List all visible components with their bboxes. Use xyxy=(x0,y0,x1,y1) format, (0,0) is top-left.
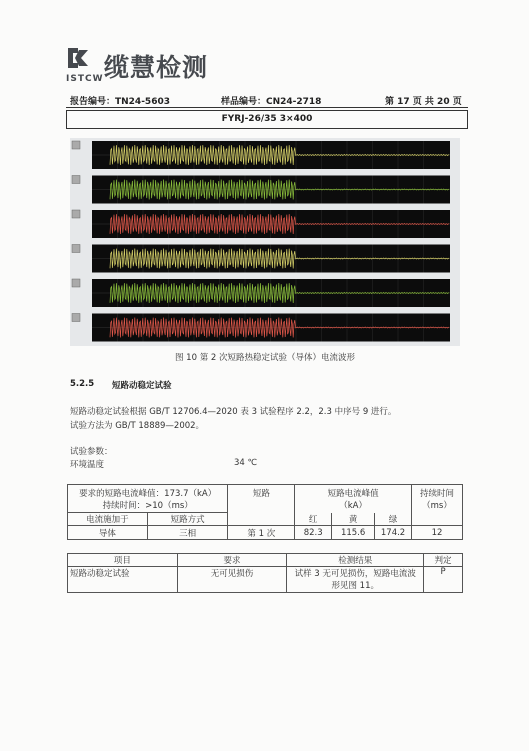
current-waveform-figure xyxy=(70,138,460,346)
green-header: 绿 xyxy=(375,513,412,526)
channel-marker xyxy=(72,210,80,218)
sample-number: 样品编号：CN24-2718 xyxy=(221,97,322,107)
duration-header-cell xyxy=(412,485,463,526)
paragraph-method: 试验方法为 GB/T 18889—2002。 xyxy=(70,421,205,431)
duration-unit: （ms） xyxy=(422,501,452,511)
channel-marker xyxy=(72,141,80,149)
peak-header: 短路电流峰值 xyxy=(327,488,379,499)
section-number: 5.2.5 xyxy=(70,379,95,389)
result-value-cell xyxy=(287,567,424,593)
result-header: 检测结果 xyxy=(287,554,424,567)
company-abbr: ISTCW xyxy=(66,74,104,84)
required-values-cell xyxy=(68,485,228,513)
company-name: 缆慧检测 xyxy=(104,53,209,82)
item-header: 项目 xyxy=(68,554,178,567)
channel-marker xyxy=(72,314,80,322)
model-title: FYRJ-26/35 3×400 xyxy=(66,110,468,129)
requirement-value: 无可见损伤 xyxy=(177,567,287,593)
figure-caption: 图 10 第 2 次短路热稳定试验（导体）电流波形 xyxy=(174,353,356,363)
peak-unit: （kA） xyxy=(339,500,367,511)
item-value: 短路动稳定试验 xyxy=(68,567,178,593)
green-peak-value: 174.2 xyxy=(375,526,412,540)
header-divider xyxy=(66,107,468,108)
table-row xyxy=(68,567,463,593)
paragraph-standard: 短路动稳定试验根据 GB/T 12706.4—2020 表 3 试验程序 2.2，2.3 中序号 9 进行。 xyxy=(70,407,397,417)
duration-header: 持续时间 xyxy=(420,489,455,499)
result-table xyxy=(67,553,463,593)
red-header: 红 xyxy=(295,513,332,526)
yellow-header: 黄 xyxy=(332,513,375,526)
params-label: 试验参数： xyxy=(70,447,113,457)
ambient-temp-value: 34 ℃ xyxy=(234,458,258,468)
company-logo-icon xyxy=(66,46,90,70)
requirement-header: 要求 xyxy=(177,554,287,567)
duration-value: 12 xyxy=(412,526,463,540)
applied-to-header: 电流施加于 xyxy=(68,513,148,526)
table-row xyxy=(68,526,463,540)
short-circuit-header: 短路 xyxy=(228,485,295,526)
section-title: 短路动稳定试验 xyxy=(112,381,172,391)
result-line-1: 试样 3 无可见损伤，短路电流波 xyxy=(294,569,416,579)
channel-marker xyxy=(72,245,80,253)
short-circuit-params-table xyxy=(67,484,463,540)
verdict-header: 判定 xyxy=(424,554,463,567)
report-number: 报告编号：TN24-5603 xyxy=(70,97,170,107)
mode-header: 短路方式 xyxy=(147,513,228,526)
yellow-peak-value: 115.6 xyxy=(332,526,375,540)
channel-marker xyxy=(72,279,80,287)
required-peak: 要求的短路电流峰值：173.7（kA） xyxy=(79,488,217,499)
result-line-2: 形见图 11。 xyxy=(331,581,379,591)
ambient-temp-label: 环境温度 xyxy=(70,460,105,470)
peak-header-cell xyxy=(295,485,412,513)
red-peak-value: 82.3 xyxy=(295,526,332,540)
required-duration: 持续时间：>10（ms） xyxy=(102,500,193,511)
page-number: 第 17 页 共 20 页 xyxy=(385,97,462,107)
channel-marker xyxy=(72,176,80,184)
verdict-value: P xyxy=(424,567,463,593)
applied-to-value: 导体 xyxy=(68,526,148,540)
mode-value: 三相 xyxy=(147,526,228,540)
shot-value: 第 1 次 xyxy=(228,526,295,540)
